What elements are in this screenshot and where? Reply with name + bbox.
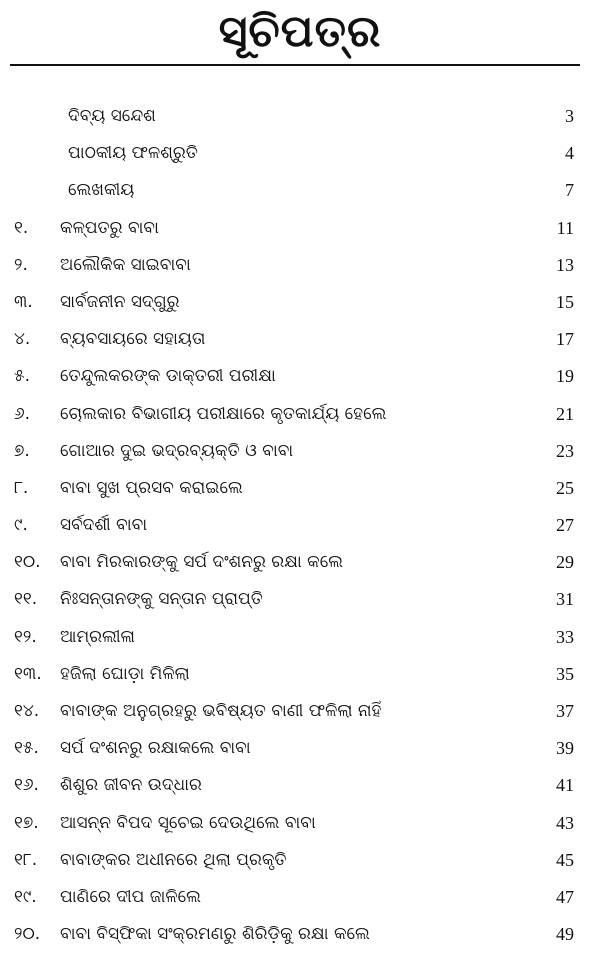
- entry-page-number: 19: [556, 366, 574, 387]
- entry-number: ୨୦.: [14, 924, 41, 945]
- toc-entry: [0, 247, 600, 284]
- entry-number: ୧୬.: [14, 775, 39, 796]
- entry-page-number: 33: [556, 626, 574, 647]
- entry-title: ଆମ୍ରଲୀଳା: [60, 626, 135, 647]
- entry-page-number: 27: [556, 515, 574, 536]
- entry-number: ୨.: [14, 254, 28, 275]
- entry-title: ସର୍ବଦର୍ଶୀ ବାବା: [60, 515, 148, 536]
- entry-number: ୧୨.: [14, 626, 37, 647]
- entry-page-number: 21: [556, 403, 574, 424]
- toc-entry: [0, 210, 600, 247]
- entry-number: ୮.: [14, 477, 29, 498]
- entry-page-number: 43: [556, 812, 574, 833]
- toc-entry: [0, 396, 600, 433]
- entry-page-number: 15: [556, 291, 574, 312]
- entry-page-number: 4: [565, 143, 574, 164]
- toc-entry: [0, 135, 600, 172]
- entry-page-number: 31: [556, 589, 574, 610]
- entry-page-number: 25: [556, 477, 574, 498]
- entry-number: ୧୩.: [14, 663, 42, 684]
- entry-title: ସର୍ପ ଦଂଶନରୁ ରକ୍ଷାକଲେ ବାବା: [60, 738, 251, 759]
- toc-entry: [0, 619, 600, 656]
- entry-number: ୪.: [14, 329, 31, 350]
- entry-page-number: 13: [556, 254, 574, 275]
- toc-entry: [0, 172, 600, 209]
- entry-page-number: 35: [556, 663, 574, 684]
- entry-number: ୬.: [14, 403, 31, 424]
- entry-number: ୧୯.: [14, 886, 37, 907]
- entry-page-number: 41: [556, 775, 574, 796]
- entry-number: ୯.: [14, 515, 28, 536]
- entry-title: ବ୍ୟବସାୟରେ ସହାୟତା: [60, 329, 206, 350]
- entry-page-number: 23: [556, 440, 574, 461]
- toc-entry: [0, 358, 600, 395]
- entry-title: ଚୋଲକାର ବିଭାଗୀୟ ପରୀକ୍ଷାରେ କୃତକାର୍ଯ୍ୟ ହେଲେ: [60, 403, 387, 424]
- toc-entry: [0, 284, 600, 321]
- toc-entry: [0, 693, 600, 730]
- toc-entry: [0, 730, 600, 767]
- entry-number: ୧.: [14, 217, 29, 238]
- entry-title: ଗୋଆର ଦୁଇ ଭଦ୍ରବ୍ୟକ୍ତି ଓ ବାବା: [60, 440, 294, 461]
- entry-title: ହଜିଲା ଘୋଡ଼ା ମିଳିଲା: [60, 663, 190, 684]
- entry-page-number: 7: [565, 180, 574, 201]
- entry-title: ସାର୍ବଜନୀନ ସଦ୍‌ଗୁରୁ: [60, 291, 180, 312]
- toc-entry: [0, 470, 600, 507]
- toc-entry: [0, 656, 600, 693]
- toc-entry: [0, 767, 600, 804]
- entry-number: ୧୦.: [14, 552, 41, 573]
- entry-title: ଲେଖକୀୟ: [68, 180, 135, 201]
- entry-number: ୧୧.: [14, 589, 38, 610]
- entry-page-number: 37: [556, 701, 574, 721]
- entry-page-number: 39: [556, 738, 574, 759]
- toc-entry: [0, 581, 600, 618]
- entry-title: ନିଃସନ୍ତାନଙ୍କୁ ସନ୍ତାନ ପ୍ରାପ୍ତି: [60, 589, 263, 610]
- entry-title: କଳ୍ପତରୁ ବାବା: [60, 217, 159, 238]
- entry-title: ଦିବ୍ୟ ସନ୍ଦେଶ: [68, 106, 156, 126]
- entry-title: ପାଠକୀୟ ଫଳଶ୍ରୁତି: [68, 143, 198, 164]
- entry-title: ବାବା ବିସ୍ଫିକା ସଂକ୍ରମଣରୁ ଶିରିଡ଼ିକୁ ରକ୍ଷା କଲେ: [60, 924, 370, 945]
- toc-entry: [0, 916, 600, 953]
- entry-title: ଆସନ୍ନ ବିପଦ ସୂଚେଇ ଦେଉଥିଲେ ବାବା: [60, 812, 316, 833]
- entry-number: ୧୫.: [14, 738, 39, 759]
- toc-entry: [0, 98, 600, 135]
- entry-page-number: 29: [556, 552, 574, 573]
- entry-page-number: 17: [556, 329, 574, 350]
- toc-entry: [0, 879, 600, 916]
- entry-page-number: 45: [556, 849, 574, 870]
- page-title: ସୂଚିପତ୍ର: [218, 6, 382, 57]
- table-of-contents: [0, 98, 600, 953]
- entry-title: ବାବା ସୁଖ ପ୍ରସବ କରାଇଲେ: [60, 477, 243, 498]
- entry-page-number: 49: [556, 924, 574, 945]
- entry-page-number: 3: [565, 106, 574, 126]
- entry-number: ୧୮.: [14, 849, 38, 870]
- entry-page-number: 11: [556, 217, 574, 238]
- entry-title: ବାବାଙ୍କ ଅନୁଗ୍ରହରୁ ଭବିଷ୍ୟତ ବାଣୀ ଫଳିଲା ନାହିଁ: [60, 701, 382, 721]
- toc-entry: [0, 507, 600, 544]
- entry-title: ତେନ୍ଦୁଲକରଙ୍କ ଡାକ୍ତରୀ ପରୀକ୍ଷା: [60, 366, 276, 387]
- toc-entry: [0, 433, 600, 470]
- entry-title: ଅଲୌକିକ ସାଇବାବା: [60, 254, 191, 275]
- entry-title: ପାଣିରେ ଦୀପ ଜାଳିଲେ: [60, 886, 201, 907]
- entry-number: ୧୭.: [14, 812, 39, 833]
- entry-number: ୭.: [14, 440, 30, 461]
- entry-title: ବାବା ମିରକାରଙ୍କୁ ସର୍ପ ଦଂଶନରୁ ରକ୍ଷା କଲେ: [60, 552, 344, 573]
- entry-title: ଶିଶୁର ଜୀବନ ଉଦ୍ଧାର: [60, 775, 202, 796]
- toc-entry: [0, 805, 600, 842]
- toc-entry: [0, 842, 600, 879]
- toc-entry: [0, 321, 600, 358]
- entry-number: ୫.: [14, 366, 31, 387]
- entry-number: ୩.: [14, 291, 33, 312]
- toc-entry: [0, 544, 600, 581]
- entry-title: ବାବାଙ୍କର ଅଧୀନରେ ଥିଲା ପ୍ରକୃତି: [60, 849, 287, 870]
- entry-number: ୧୪.: [14, 701, 40, 721]
- entry-page-number: 47: [556, 886, 574, 907]
- title-divider: [10, 64, 580, 66]
